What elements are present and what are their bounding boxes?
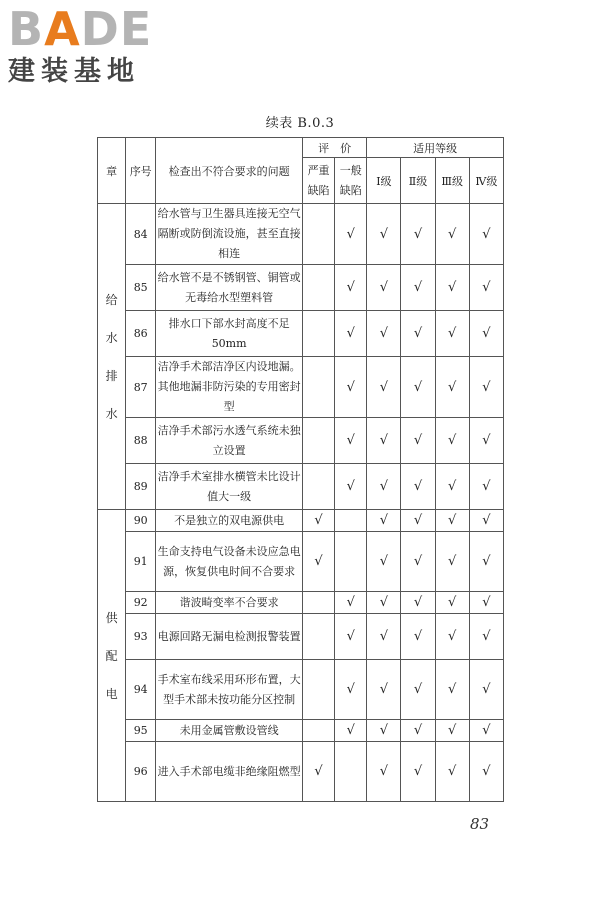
level-2-cell (401, 311, 435, 357)
seq-cell: 85 (126, 265, 156, 311)
check-mark-icon: √ (448, 226, 457, 242)
check-mark-icon: √ (379, 554, 389, 569)
level-3-cell (435, 204, 469, 265)
table-row (98, 660, 504, 720)
check-mark-icon: √ (448, 629, 457, 644)
check-mark-icon: √ (379, 479, 389, 494)
level-4-cell (469, 720, 503, 742)
check-mark-icon: √ (314, 554, 323, 569)
check-mark-icon: √ (482, 226, 491, 242)
seq-cell: 91 (126, 532, 156, 592)
level-2-cell (401, 720, 435, 742)
level-3-cell (435, 614, 469, 660)
seq-cell: 84 (126, 204, 156, 265)
seq-cell: 92 (126, 592, 156, 614)
level-1-cell (367, 418, 401, 464)
header-seq: 序号 (126, 138, 156, 204)
level-1-cell (367, 357, 401, 418)
level-1-cell (367, 592, 401, 614)
table-row (98, 592, 504, 614)
serious-cell (302, 742, 334, 802)
header-chapter: 章 (98, 138, 126, 204)
table-row (98, 510, 504, 532)
level-3-cell (435, 464, 469, 510)
level-2-cell (401, 614, 435, 660)
level-1-cell (367, 532, 401, 592)
check-mark-icon: √ (346, 629, 355, 644)
check-mark-icon: √ (448, 433, 457, 448)
table-row (98, 311, 504, 357)
check-mark-icon: √ (482, 723, 491, 738)
check-mark-icon: √ (413, 433, 423, 448)
table-row (98, 357, 504, 418)
check-mark-icon: √ (448, 723, 457, 738)
serious-cell (302, 532, 334, 592)
logo-wordmark: BADE (8, 2, 153, 56)
header-problem: 检查出不符合要求的问题 (156, 138, 303, 204)
level-2-cell (401, 592, 435, 614)
general-cell (335, 357, 367, 418)
serious-cell (302, 510, 334, 532)
check-mark-icon: √ (413, 280, 423, 295)
seq-cell: 90 (126, 510, 156, 532)
table-row (98, 464, 504, 510)
level-3-cell (435, 418, 469, 464)
level-3-cell (435, 510, 469, 532)
level-1-cell (367, 720, 401, 742)
header-level-2: Ⅱ级 (401, 158, 435, 204)
check-mark-icon: √ (379, 326, 389, 341)
inspection-table (97, 137, 504, 802)
serious-cell (302, 311, 334, 357)
level-1-cell (367, 742, 401, 802)
level-1-cell (367, 510, 401, 532)
level-4-cell (469, 204, 503, 265)
seq-cell: 88 (126, 418, 156, 464)
general-cell (335, 720, 367, 742)
check-mark-icon: √ (346, 682, 355, 697)
check-mark-icon: √ (448, 595, 457, 610)
check-mark-icon: √ (482, 433, 491, 448)
check-mark-icon: √ (482, 595, 491, 610)
check-mark-icon: √ (448, 479, 457, 494)
page-number: 83 (470, 815, 490, 833)
seq-cell: 87 (126, 357, 156, 418)
serious-cell (302, 204, 334, 265)
check-mark-icon: √ (346, 226, 355, 242)
level-3-cell (435, 532, 469, 592)
serious-cell (302, 660, 334, 720)
check-mark-icon: √ (448, 326, 457, 341)
check-mark-icon: √ (379, 513, 389, 528)
seq-cell: 95 (126, 720, 156, 742)
chapter-cell (98, 204, 126, 510)
check-mark-icon: √ (413, 682, 423, 697)
level-2-cell (401, 742, 435, 802)
problem-cell: 不是独立的双电源供电 (156, 510, 303, 532)
check-mark-icon: √ (379, 682, 389, 697)
level-2-cell (401, 464, 435, 510)
check-mark-icon: √ (346, 433, 355, 448)
level-4-cell (469, 660, 503, 720)
serious-cell (302, 357, 334, 418)
serious-cell (302, 720, 334, 742)
level-4-cell (469, 418, 503, 464)
check-mark-icon: √ (482, 479, 491, 494)
level-2-cell (401, 418, 435, 464)
level-4-cell (469, 742, 503, 802)
problem-cell: 电源回路无漏电检测报警装置 (156, 614, 303, 660)
check-mark-icon: √ (482, 629, 491, 644)
check-mark-icon: √ (413, 513, 423, 528)
check-mark-icon: √ (314, 764, 323, 779)
serious-cell (302, 614, 334, 660)
header-level-3: Ⅲ级 (435, 158, 469, 204)
problem-cell: 给水管与卫生器具连接无空气隔断或防倒流设施，甚至直接相连 (156, 204, 303, 265)
check-mark-icon: √ (379, 595, 389, 610)
check-mark-icon: √ (448, 554, 457, 569)
level-4-cell (469, 357, 503, 418)
problem-cell: 未用金属管敷设管线 (156, 720, 303, 742)
check-mark-icon: √ (379, 764, 389, 779)
check-mark-icon: √ (346, 280, 355, 295)
check-mark-icon: √ (346, 723, 355, 738)
level-3-cell (435, 265, 469, 311)
general-cell (335, 614, 367, 660)
level-4-cell (469, 592, 503, 614)
problem-cell: 生命支持电气设备未设应急电源，恢复供电时间不合要求 (156, 532, 303, 592)
header-levels: 适用等级 (367, 138, 504, 158)
header-serious: 严重缺陷 (302, 158, 334, 204)
level-3-cell (435, 720, 469, 742)
chapter-label: 给水排水 (105, 292, 118, 421)
check-mark-icon: √ (413, 629, 423, 644)
chapter-label: 供配电 (105, 610, 118, 701)
brand-logo (8, 4, 183, 90)
level-1-cell (367, 660, 401, 720)
check-mark-icon: √ (379, 433, 389, 448)
problem-cell: 洁净手术部洁净区内设地漏。其他地漏非防污染的专用密封型 (156, 357, 303, 418)
check-mark-icon: √ (482, 682, 491, 697)
table-row (98, 720, 504, 742)
general-cell (335, 464, 367, 510)
problem-cell: 谐波畸变率不合要求 (156, 592, 303, 614)
level-2-cell (401, 660, 435, 720)
check-mark-icon: √ (379, 723, 389, 738)
check-mark-icon: √ (413, 379, 423, 395)
level-1-cell (367, 311, 401, 357)
level-2-cell (401, 532, 435, 592)
logo-tagline: 建装基地 (8, 56, 140, 87)
level-1-cell (367, 614, 401, 660)
general-cell (335, 592, 367, 614)
serious-cell (302, 464, 334, 510)
level-4-cell (469, 265, 503, 311)
general-cell (335, 510, 367, 532)
check-mark-icon: √ (482, 326, 491, 341)
level-4-cell (469, 464, 503, 510)
check-mark-icon: √ (413, 326, 423, 341)
level-3-cell (435, 357, 469, 418)
level-3-cell (435, 660, 469, 720)
header-level-4: Ⅳ级 (469, 158, 503, 204)
check-mark-icon: √ (346, 479, 355, 494)
check-mark-icon: √ (482, 554, 491, 569)
check-mark-icon: √ (379, 280, 389, 295)
table-row (98, 742, 504, 802)
check-mark-icon: √ (482, 764, 491, 779)
problem-cell: 进入手术部电缆非绝缘阻燃型 (156, 742, 303, 802)
level-1-cell (367, 204, 401, 265)
level-4-cell (469, 614, 503, 660)
general-cell (335, 265, 367, 311)
check-mark-icon: √ (413, 479, 423, 494)
problem-cell: 手术室布线采用环形布置，大型手术部未按功能分区控制 (156, 660, 303, 720)
general-cell (335, 204, 367, 265)
check-mark-icon: √ (482, 280, 491, 295)
level-2-cell (401, 204, 435, 265)
table-row (98, 265, 504, 311)
level-4-cell (469, 510, 503, 532)
serious-cell (302, 418, 334, 464)
check-mark-icon: √ (314, 513, 323, 528)
level-3-cell (435, 742, 469, 802)
level-1-cell (367, 265, 401, 311)
header-general: 一般缺陷 (335, 158, 367, 204)
table-body (98, 204, 504, 802)
seq-cell: 94 (126, 660, 156, 720)
check-mark-icon: √ (346, 326, 355, 341)
table-row (98, 418, 504, 464)
table-row (98, 614, 504, 660)
check-mark-icon: √ (346, 379, 355, 395)
problem-cell: 给水管不是不锈钢管、铜管或无毒给水型塑料管 (156, 265, 303, 311)
general-cell (335, 660, 367, 720)
table-row (98, 204, 504, 265)
check-mark-icon: √ (379, 379, 389, 395)
check-mark-icon: √ (413, 226, 423, 242)
seq-cell: 86 (126, 311, 156, 357)
chapter-cell (98, 510, 126, 802)
level-2-cell (401, 357, 435, 418)
problem-cell: 洁净手术部污水透气系统未独立设置 (156, 418, 303, 464)
problem-cell: 洁净手术室排水横管未比设计值大一级 (156, 464, 303, 510)
seq-cell: 93 (126, 614, 156, 660)
header-evaluation: 评 价 (302, 138, 366, 158)
level-1-cell (367, 464, 401, 510)
check-mark-icon: √ (448, 513, 457, 528)
seq-cell: 96 (126, 742, 156, 802)
check-mark-icon: √ (448, 764, 457, 779)
check-mark-icon: √ (413, 554, 423, 569)
check-mark-icon: √ (379, 226, 389, 242)
general-cell (335, 742, 367, 802)
seq-cell: 89 (126, 464, 156, 510)
table-caption: 续表 B.0.3 (265, 116, 335, 131)
level-2-cell (401, 265, 435, 311)
level-3-cell (435, 592, 469, 614)
check-mark-icon: √ (379, 629, 389, 644)
check-mark-icon: √ (346, 595, 355, 610)
problem-cell: 排水口下部水封高度不足 50mm (156, 311, 303, 357)
serious-cell (302, 265, 334, 311)
check-mark-icon: √ (448, 280, 457, 295)
check-mark-icon: √ (413, 723, 423, 738)
check-mark-icon: √ (448, 379, 457, 395)
check-mark-icon: √ (413, 764, 423, 779)
level-3-cell (435, 311, 469, 357)
serious-cell (302, 592, 334, 614)
general-cell (335, 311, 367, 357)
check-mark-icon: √ (482, 513, 491, 528)
check-mark-icon: √ (413, 595, 423, 610)
check-mark-icon: √ (482, 379, 491, 395)
level-4-cell (469, 532, 503, 592)
general-cell (335, 532, 367, 592)
check-mark-icon: √ (448, 682, 457, 697)
general-cell (335, 418, 367, 464)
level-4-cell (469, 311, 503, 357)
header-level-1: Ⅰ级 (367, 158, 401, 204)
level-2-cell (401, 510, 435, 532)
table-row (98, 532, 504, 592)
